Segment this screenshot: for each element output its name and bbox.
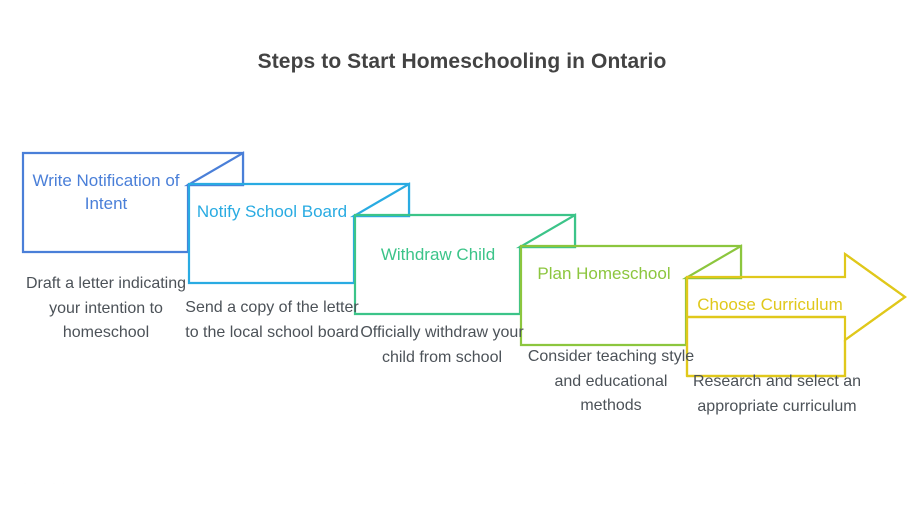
step-5-description: Research and select an appropriate curriculum (692, 373, 862, 415)
step-2-chevron[interactable] (189, 184, 409, 283)
step-1-arrow-tab (188, 153, 243, 185)
step-2-title: Notify School Board (196, 202, 348, 221)
step-5-title: Choose Curriculum (697, 295, 843, 314)
step-1-description: Draft a letter indicating your intention to homeschool (25, 275, 187, 341)
step-2-arrow-tab (354, 184, 409, 216)
step-3-arrow-tab (520, 215, 575, 247)
watermark-artifact: · · · · · (24, 481, 68, 487)
step-4-title: Plan Homeschool (537, 264, 671, 283)
step-4-description: Consider teaching style and educational methods (527, 348, 695, 414)
step-5-body-outline (687, 277, 845, 376)
step-3-description: Officially withdraw your child from school (360, 324, 524, 366)
step-4-arrow-tab (686, 246, 741, 278)
page-title: Steps to Start Homeschooling in Ontario (257, 50, 667, 73)
step-2-description: Send a copy of the letter to the local school board (185, 299, 359, 341)
step-3-title: Withdraw Child (380, 245, 496, 264)
step-5-arrowhead (845, 254, 905, 340)
step-1-title: Write Notification of Intent (32, 171, 180, 213)
